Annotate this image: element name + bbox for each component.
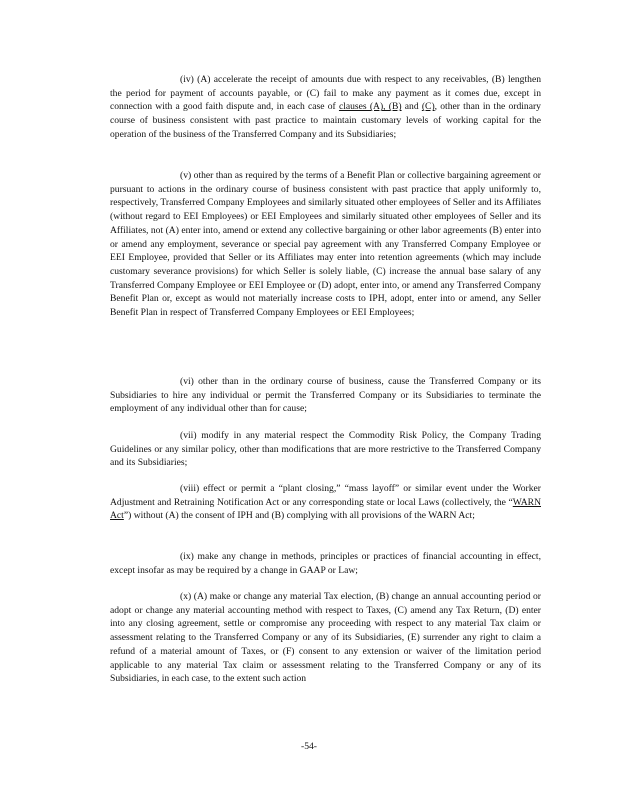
paragraph-iv-pre: (iv) (A) accelerate the receipt of amounts due with respect to any receivables, (B) lengthen the period for payment of accounts payable, or (C) fail to make any payment as it comes due, except in connection with a good faith dispute and, in each case of (110, 74, 541, 113)
paragraph-v-text: (v) other than as required by the terms of a Benefit Plan or collective bargaining agreement or pursuant to actions in the ordinary course of business consistent with past practice that apply uniformly to, respectively, Transferred Company Employees and similarly situated other employees of Seller and its Affiliates (without regard to EEI Employees) or EEI Employees and similarly situated other employees of Seller and its Affiliates, not (A) enter into, amend or extend any collective bargaining or other labor agreements (B) enter into or amend any employment, severance or special pay agreement with any Transferred Company Employee or EEI Employee, provided that Seller or its Affiliates may enter into retention agreements (which may include customary severance provisions) for which Seller is solely liable, (C) increase the annual base salary of any Transferred Company Employee or EEI Employee or (D) adopt, enter into, or amend any Transferred Company Benefit Plan or, except as would not materially increase costs to IPH, adopt, enter into or amend, any Seller Benefit Plan in respect of Transferred Company Employees or EEI Employees; (110, 170, 541, 319)
paragraph-viii (110, 482, 541, 523)
paragraph-iv-and: and (401, 101, 422, 113)
paragraph-x-text: (x) (A) make or change any material Tax election, (B) change an annual accounting period or adopt or change any material accounting method with respect to Taxes, (C) amend any Tax Return, (D) enter into any closing agreement, settle or compromise any proceeding with respect to any material Tax claim or assessment relating to the Transferred Company or any of its Subsidiaries, (E) surrender any right to claim a refund of a material amount of Taxes, or (F) consent to any extension or waiver of the limitation period applicable to any material Tax claim or assessment relating to the Transferred Company or any of its Subsidiaries, in each case, to the extent such action (110, 591, 541, 685)
paragraph-iv-post: , other than in the ordinary course of business consistent with past practice to maintain customary levels of working capital for the operation of the business of the Transferred Company and its Subsidiaries; (110, 101, 541, 140)
paragraph-vi (110, 375, 541, 416)
paragraph-ix (110, 550, 541, 577)
page-number: -54- (301, 741, 317, 752)
paragraph-viii-post: ”) without (A) the consent of IPH and (B) complying with all provisions of the WARN Act; (123, 510, 475, 522)
paragraph-vii (110, 429, 541, 470)
warn-act-term: WARN Act (110, 496, 541, 522)
clauses-ab-link: clauses (A), (B) (338, 101, 402, 113)
paragraph-iv (110, 73, 541, 142)
paragraph-vii-text: (vii) modify in any material respect the Commodity Risk Policy, the Company Trading Guidelines or any similar policy, other than modifications that are more restrictive to the Transferred Company and its Subsidiaries; (110, 430, 541, 469)
paragraph-v (110, 169, 541, 320)
paragraph-x (110, 590, 541, 686)
paragraph-vi-text: (vi) other than in the ordinary course of business, cause the Transferred Company or its Subsidiaries to hire any individual or permit the Transferred Company or its Subsidiaries to terminate the employment of any individual other than for cause; (110, 376, 541, 415)
clause-c-link: (C) (421, 101, 435, 113)
paragraph-ix-text: (ix) make any change in methods, principles or practices of financial accounting in effect, except insofar as may be required by a change in GAAP or Law; (110, 551, 541, 576)
paragraph-viii-pre: (viii) effect or permit a “plant closing,” “mass layoff” or similar event under the Worker Adjustment and Retraining Notification Act or any corresponding state or local Laws (collectively, the “ (110, 483, 541, 508)
